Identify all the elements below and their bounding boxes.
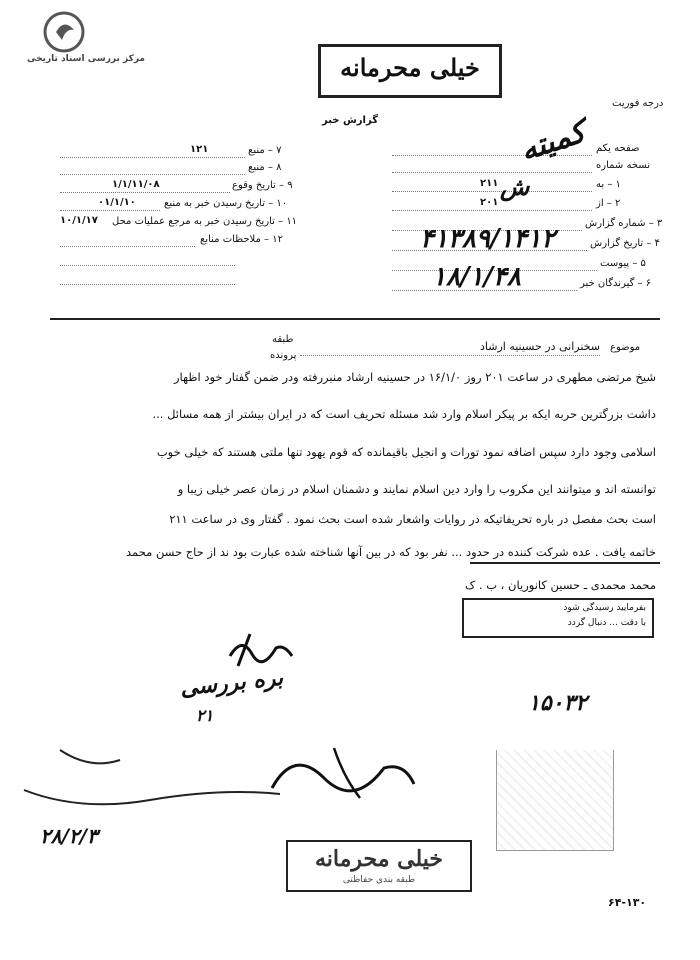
right-field-label: ۱ – به bbox=[596, 179, 621, 190]
review-stamp-line-1: بفرمایید رسیدگی شود bbox=[563, 603, 646, 613]
left-field-value: ۰۱/۱/۱۰ bbox=[98, 197, 136, 208]
archive-logo bbox=[26, 10, 156, 66]
left-field-value: ۱۰/۱/۱۷ bbox=[60, 215, 98, 226]
review-stamp-line-2: با دقت ... دنبال گردد bbox=[567, 618, 646, 628]
right-field-label: ۳ – شماره گزارش bbox=[585, 218, 663, 229]
file-label-2: پرونده bbox=[270, 350, 297, 361]
left-field-label: ۱۲ – ملاحظات منابع bbox=[200, 234, 283, 245]
right-field-label: ۵ – پیوست bbox=[600, 258, 646, 269]
underline-mark bbox=[470, 562, 660, 564]
body-line: داشت بزرگترین حربه ایکه بر پیکر اسلام وارد شد مسئله تحریف است که در ایران بیشتر از همه مسائل ... bbox=[152, 407, 656, 421]
right-field-value: ۲۱۱ bbox=[480, 178, 499, 189]
file-label: طبقه bbox=[272, 334, 294, 345]
body-line: است بحث مفصل در باره تحریفاتیکه در روایات واشعار شده است بحث نمود . گفتار وی در ساعت ۲۱۱ bbox=[169, 512, 656, 526]
handwritten-number-1: ۴۱۳۸۹/۱۴۱۲ bbox=[420, 224, 556, 254]
dotted-line bbox=[392, 191, 592, 192]
handwritten-number-2: ۱۸/۱/۴۸ bbox=[432, 262, 521, 292]
pencil-number: ۲۱ bbox=[196, 706, 214, 725]
dotted-line bbox=[392, 172, 592, 173]
left-field-label: ۱۱ – تاریخ رسیدن خبر به مرجع عملیات محل bbox=[112, 216, 298, 227]
priority-label: درجه فوریت bbox=[612, 98, 664, 109]
left-field-value: ۱۲۱ bbox=[190, 144, 209, 155]
handwritten-top-note: کمیته bbox=[516, 114, 590, 169]
subject-text: سخنرانی در حسینیه ارشاد bbox=[480, 340, 600, 353]
dotted-line bbox=[60, 284, 235, 285]
subject-label: موضوع bbox=[610, 342, 641, 353]
right-field-label: ۲ – از bbox=[596, 198, 621, 209]
dotted-line bbox=[60, 174, 245, 175]
archive-logo-icon bbox=[42, 10, 86, 54]
dotted-line bbox=[60, 210, 160, 211]
classification-stamp bbox=[318, 44, 502, 98]
dotted-line bbox=[60, 246, 195, 247]
dotted-line bbox=[392, 210, 592, 211]
bottom-classification-caption: طبقه بندی حفاظتی bbox=[342, 875, 416, 885]
left-field-label: ۷ – منبع bbox=[248, 145, 282, 156]
body-line: اسلامی وجود دارد سپس اضافه نمود تورات و انجیل باقیمانده که قوم یهود تنها ملتی هستند که خیلی خوب bbox=[156, 445, 656, 459]
signature-mark bbox=[264, 738, 424, 818]
footer-code: ۶۴-۱۳۰ bbox=[608, 896, 647, 909]
dotted-line bbox=[60, 192, 230, 193]
dotted-line bbox=[60, 265, 235, 266]
review-stamp bbox=[462, 598, 654, 638]
body-line: توانسته اند و میتوانند این مکروب را وارد دین اسلام نمایند و دشمنان اسلام در زمان عصر خیلی زیبا و bbox=[177, 482, 656, 496]
right-field-label: ۶ – گیرندگان خبر bbox=[580, 278, 652, 289]
right-field-label: ۴ – تاریخ گزارش bbox=[590, 238, 660, 249]
pencil-note: بره بررسی bbox=[178, 664, 285, 702]
right-field-label: نسخه شماره bbox=[596, 160, 650, 171]
left-field-label: ۹ – تاریخ وقوع bbox=[232, 180, 293, 191]
left-field-label: ۸ – منبع bbox=[248, 162, 282, 173]
right-field-value: ۲۰۱ bbox=[480, 197, 499, 208]
classification-text: خیلی محرمانه bbox=[340, 53, 480, 82]
bottom-classification-stamp bbox=[286, 840, 472, 892]
dotted-line bbox=[300, 355, 600, 356]
right-field-label: صفحه یکم bbox=[596, 143, 640, 154]
left-field-label: ۱۰ – تاریخ رسیدن خبر به منبع bbox=[164, 198, 288, 209]
reference-number: ۱۵۰۳۲ bbox=[528, 690, 588, 716]
handwritten-top-note-2: ش bbox=[500, 172, 530, 201]
faint-stamp bbox=[496, 750, 614, 851]
body-line: شیخ مرتضی مطهری در ساعت ۲۰۱ روز ۱۶/۱/۰ در حسینیه ارشاد منبررفته ودر ضمن گفتار خود اظهار bbox=[173, 370, 656, 384]
handwritten-date-left: ۲۸/۲/۳ bbox=[40, 824, 98, 848]
body-line: خاتمه یافت . عده شرکت کننده در حدود ... نفر بود که در بین آنها شناخته شده عبارت بود ند از حاج حسن محمد bbox=[126, 545, 656, 559]
logo-caption: مرکز بررسی اسناد تاریخی bbox=[26, 54, 146, 64]
header-divider bbox=[50, 318, 660, 320]
body-line: محمد محمدی ـ حسین کانوریان ، ب . ک bbox=[464, 578, 656, 592]
left-field-value: ۱/۱/۱۱/۰۸ bbox=[112, 179, 160, 190]
bottom-classification-text: خیلی محرمانه bbox=[314, 846, 444, 872]
report-title: گزارش خبر bbox=[322, 115, 379, 126]
dotted-line bbox=[60, 157, 245, 158]
